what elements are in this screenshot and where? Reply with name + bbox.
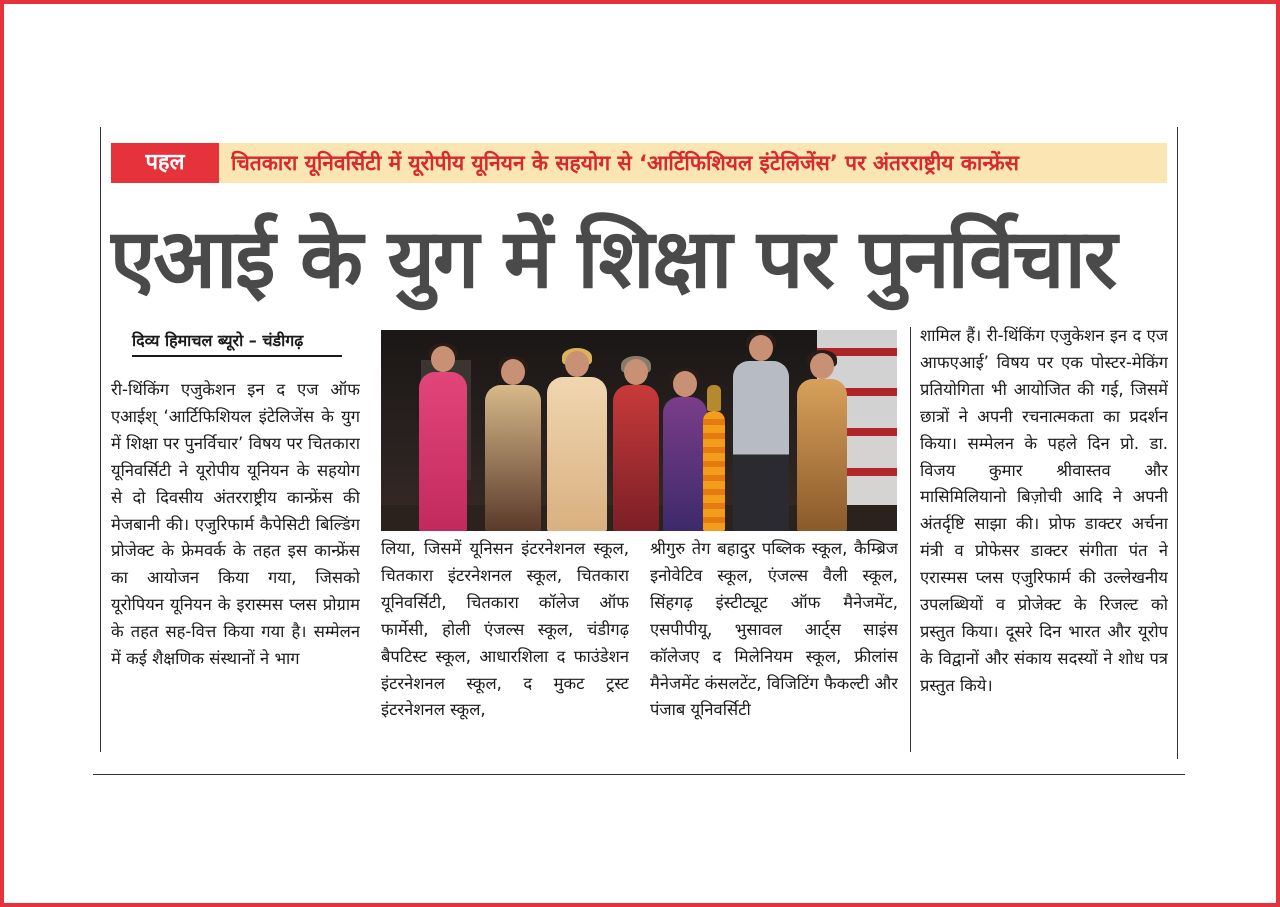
photo-person [663, 371, 707, 531]
bottom-rule [93, 774, 1185, 775]
column-4 [920, 323, 1168, 755]
column-1-text: री-थिंकिंग एजुकेशन इन द एज ऑफ एआईश् ‘आर्टिफिशियल इंटेलिजेंस के युग में शिक्षा पर पुनर्विचार’ विषय पर चितकारा यूनिवर्सिटी ने यूरोपीय यूनियन के सहयोग से दो दिवसीय अंतरराष्ट्रीय कान्फ्रेंस की मेजबानी की। एजुरिफार्म कैपेसिटी बिल्डिंग प्रोजेक्ट के फ्रेमवर्क के तहत इस कान्फ्रेंस का आयोजन किया गया, जिसको यूरोपियन यूनियन के इरास्मस प्लस प्रोग्राम के तहत सह-वित्त किया गया है। सम्मेलन में कई शैक्षणिक संस्थानों ने भाग [111, 380, 360, 669]
column-3-text: श्रीगुरु तेग बहादुर पब्लिक स्कूल, कैम्ब्रिज इनोवेटिव स्कूल, एंजल्स वैली स्कूल, सिंहगढ़ इंस्टीट्यूट ऑफ मैनेजमेंट, एसपीपीयू, भुसावल आर्ट्स साइंस कॉलेजए द मिलेनियम स्कूल, फ्रीलांस मैनेजमेंट कंसलटेंट, विजिटिंग फैकल्टी और पंजाब यूनिवर्सिटी [650, 539, 898, 720]
column-rule-4 [910, 327, 911, 752]
photo-person [547, 351, 607, 531]
photo-person [733, 335, 789, 531]
lamp-icon [707, 385, 721, 411]
photo-person [485, 359, 541, 531]
column-1 [111, 377, 360, 755]
photo-person [613, 359, 659, 531]
column-2 [381, 536, 629, 752]
kicker-text: चितकारा यूनिवर्सिटी में यूरोपीय यूनियन के सहयोग से ‘आर्टिफिशियल इंटेलिजेंस’ पर अंतरराष्ट्रीय कान्फ्रेंस [231, 151, 1019, 175]
column-2-text: लिया, जिसमें यूनिसन इंटरनेशनल स्कूल, चितकारा इंटरनेशनल स्कूल, चितकारा यूनिवर्सिटी, चितकारा कॉलेज ऑफ फार्मेसी, होली एंजल्स स्कूल, चंडीगढ़ बैपटिस्ट स्कूल, आधारशिला द फाउंडेशन इंटरनेशनल स्कूल, द मुकट ट्रस्ट इंटरनेशनल स्कूल, [381, 539, 629, 720]
column-4-text: शामिल हैं। री-थिंकिंग एजुकेशन इन द एज आफएआई’ विषय पर एक पोस्टर-मेकिंग प्रतियोगिता भी आयोजित की गई, जिसमें छात्रों ने अपनी रचनात्मकता का प्रदर्शन किया। सम्मेलन के पहले दिन प्रो. डा. विजय कुमार श्रीवास्तव और मासिमिलियानो बिज़ोची आदि ने अपनी अंतर्दृष्टि साझा की। प्रोफ डाक्टर अर्चना मंत्री व प्रोफेसर डाक्टर संगीता पंत ने एरास्मस प्लस एजुरिफार्म की उल्लेखनीय उपलब्धियों व प्रोजेक्ट के रिजल्ट को प्रस्तुत किया। दूसरे दिन भारत और यूरोप के विद्वानों और संकाय सदस्यों ने शोध पत्र प्रस्तुत किये। [920, 326, 1168, 695]
byline: दिव्य हिमाचल ब्यूरो – चंडीगढ़ [132, 327, 342, 357]
column-3 [650, 536, 898, 752]
headline: एआई के युग में शिक्षा पर पुनर्विचार [110, 212, 1116, 307]
photo-person [797, 353, 847, 531]
kicker-banner [111, 143, 1167, 183]
section-tag: पहल [111, 143, 219, 183]
news-article [100, 127, 1178, 752]
lamp-garland [703, 411, 725, 531]
photo-person [419, 346, 467, 531]
column-rule-left [100, 127, 101, 752]
column-rule-right [1177, 127, 1178, 759]
event-photo [381, 330, 897, 531]
